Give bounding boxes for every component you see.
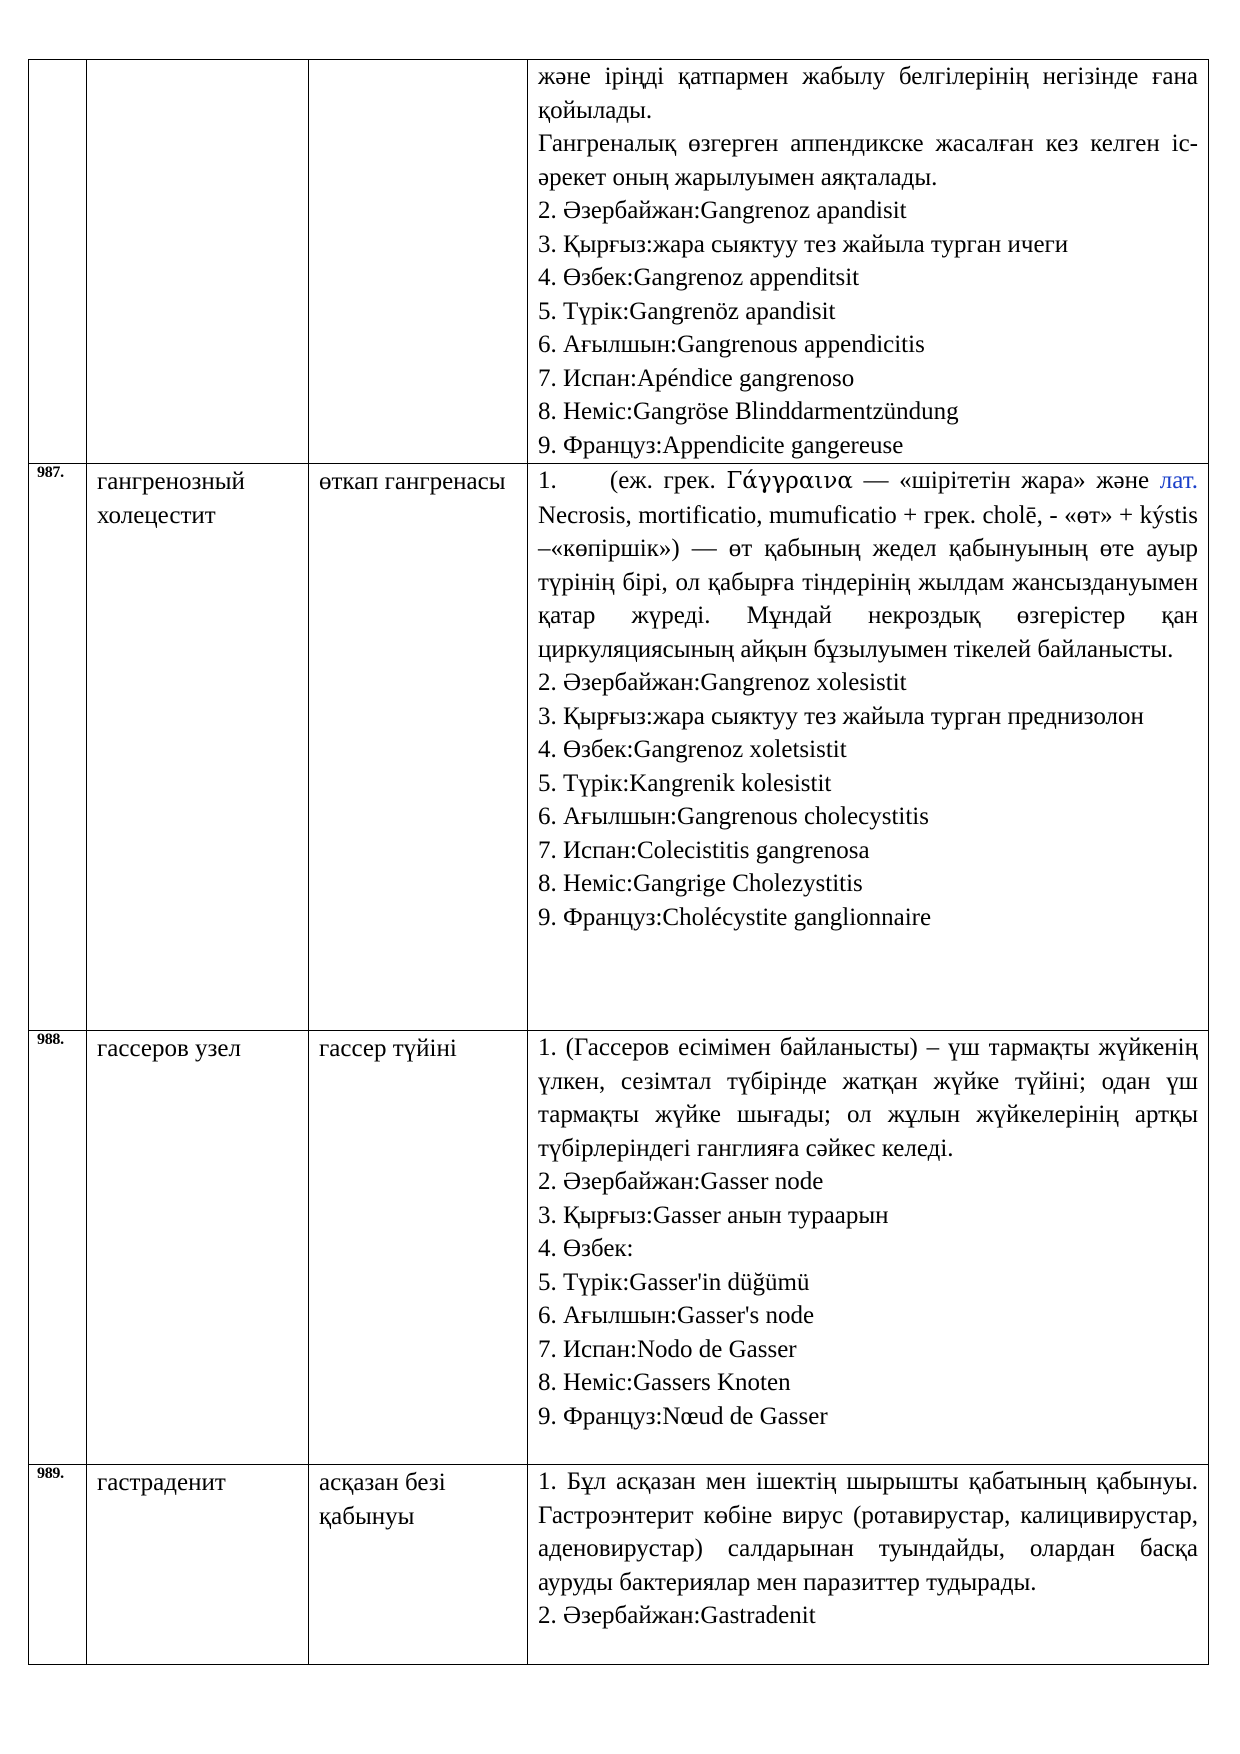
translation-line: 6. Ағылшын:Gangrenous appendicitis [538,331,925,358]
translation-line: 5. Түрік:Gasser'in düğümü [538,1268,810,1296]
translation-line: 6. Ағылшын:Gasser's node [538,1302,815,1329]
translation-line: 4. Өзбек:Gangrenoz appenditsit [538,264,860,291]
definition-text: Гангреналық өзгерген аппендикске жасалған кез келген іс-әрекет оның жарылуымен аяқталады. [538,130,1198,191]
entry-number: 989. [29,1465,87,1665]
translation-line: 6. Ағылшын:Gangrenous cholecystitis [538,803,929,830]
russian-term: гассеров узел [87,1031,309,1465]
russian-term: гангренозный холецестит [87,464,309,1031]
definition-rest: Necrosis, mortificatio, mumuficatio + грек. cholē, - «өт» + kýstis –«көпіршік») — өт қабының жедел қабынуының өте ауыр түрінің бірі, ол қабырға тіндерінің жылдам жансыздануымен қатар жүреді. Мұндай некроздық өзгерістер қан циркуляциясының айқын бұзылуымен тікелей байланысты. [538,501,1198,663]
translation-line: 4. Өзбек:Gangrenoz xoletsistit [538,736,847,763]
definition-cell [528,1031,1209,1465]
kazakh-term: асқазан безі қабынуы [309,1465,528,1665]
definition-text [538,464,1198,666]
entry-number [29,60,87,464]
translation-line: 8. Неміс:Gassers Knoten [538,1369,791,1396]
translation-line: 7. Испан:Apéndice gangrenoso [538,364,855,392]
definition-text: және іріңді қатпармен жабылу белгілерінің негізінде ғана қойылады. [538,63,1198,124]
definition-intro: 1. (еж. грек. [538,467,716,494]
kazakh-term: өткап гангренасы [309,464,528,1031]
kazakh-term: гассер түйіні [309,1031,528,1465]
entry-number: 988. [29,1031,87,1465]
translation-line: 3. Қырғыз:Gasser анын тураарын [538,1201,889,1229]
definition-mid: — «шірітетін жара» және [863,467,1150,494]
table-row [29,1031,1209,1465]
russian-term [87,60,309,464]
definition-text: 1. Бұл асқазан мен ішектің шырышты қабатының қабынуы. Гастроэнтерит көбіне вирус (ротавирустар, калицивирустар, аденовирустар) салдарынан туындайды, олардан басқа ауруды бактериялар мен паразиттер тудырады. [538,1468,1198,1596]
latin-link[interactable]: лат. [1159,467,1198,494]
translation-line: 7. Испан:Colecistitis gangrenosa [538,836,870,864]
definition-cell [528,60,1209,464]
definition-text: 1. (Гассеров есімімен байланысты) – үш тармақты жүйкенің үлкен, сезімтал түбірінде жатқан жүйке түйіні; одан үш тармақты жүйке шығады; ол жұлын жүйкелерінің артқы түбірлеріндегі ганглияға сәйкес келеді. [538,1034,1198,1162]
greek-word: Γάγγραινα [726,468,853,494]
translation-line: 8. Неміс:Gangrige Cholezystitis [538,870,863,897]
translation-line: 2. Әзербайжан:Gastradenit [538,1602,816,1629]
kazakh-term [309,60,528,464]
translation-line: 9. Француз:Appendicite gangereuse [538,431,904,459]
definition-cell [528,464,1209,1031]
translation-line: 3. Қырғыз:жара сыяктуу тез жайыла турган преднизолон [538,702,1144,730]
translation-line: 9. Француз:Nœud de Gasser [538,1402,828,1430]
translation-line: 8. Неміс:Gangröse Blinddarmentzündung [538,398,959,425]
translation-line: 2. Әзербайжан:Gasser node [538,1168,824,1195]
russian-term: гастраденит [87,1465,309,1665]
translation-line: 9. Француз:Cholécystite ganglionnaire [538,903,932,931]
translation-line: 4. Өзбек: [538,1235,634,1262]
translation-line: 5. Түрік:Kangrenik kolesistit [538,769,832,797]
translation-line: 2. Әзербайжан:Gangrenoz apandisit [538,197,907,224]
translation-line: 3. Қырғыз:жара сыяктуу тез жайыла турган ичеги [538,230,1069,258]
table-row [29,60,1209,464]
dictionary-table [28,59,1209,1665]
translation-line: 5. Түрік:Gangrenöz apandisit [538,297,836,325]
entry-number: 987. [29,464,87,1031]
table-row [29,1465,1209,1665]
table-row [29,464,1209,1031]
translation-line: 7. Испан:Nodo de Gasser [538,1335,797,1363]
translation-line: 2. Әзербайжан:Gangrenoz xolesistit [538,669,907,696]
definition-cell [528,1465,1209,1665]
